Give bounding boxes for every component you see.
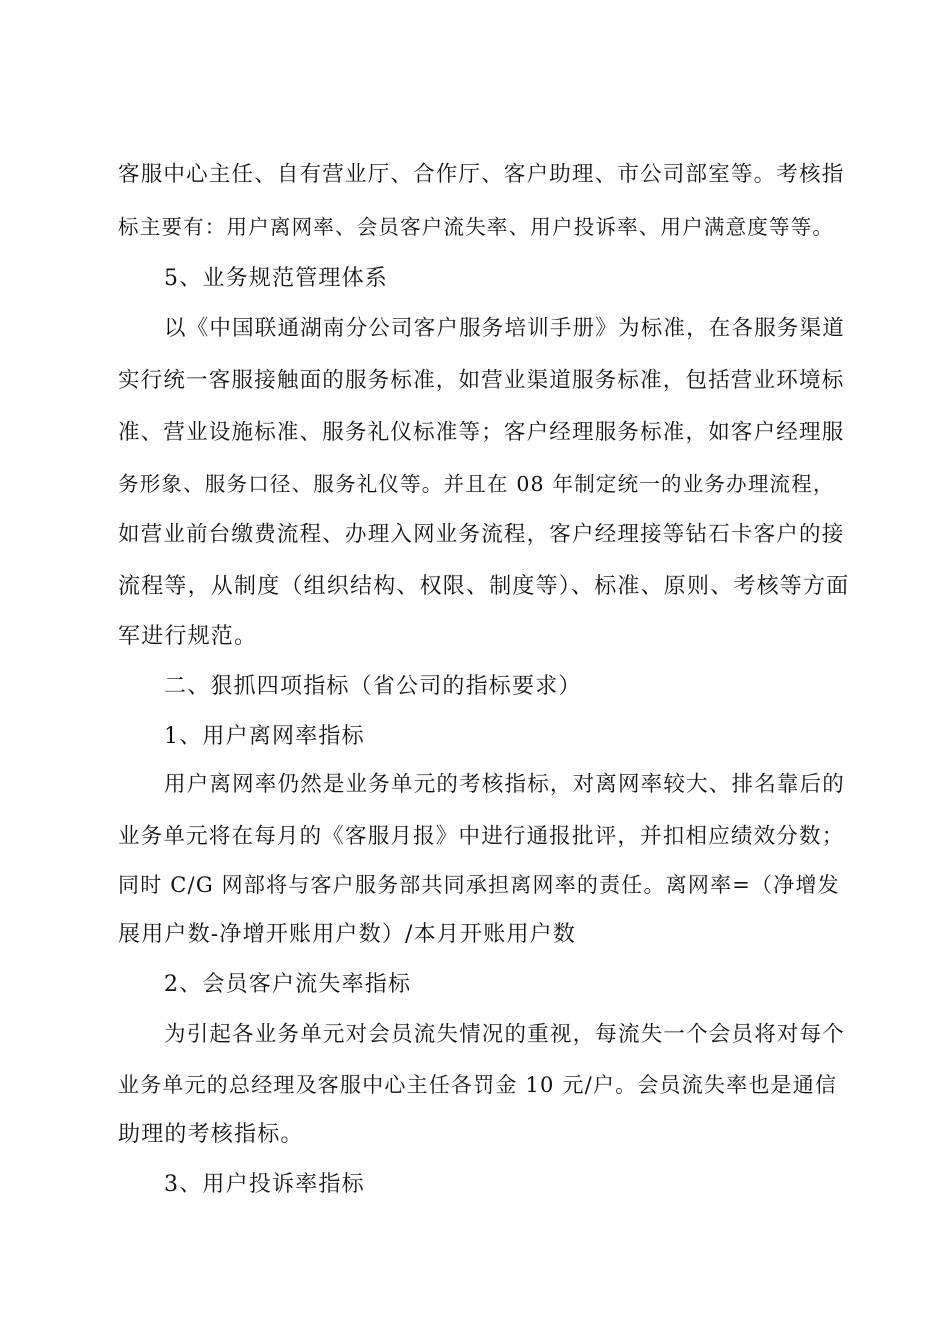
body-text-line: 为引起各业务单元对会员流失情况的重视，每流失一个会员将对每个 <box>164 1022 846 1047</box>
section-heading: 5、业务规范管理体系 <box>164 266 388 291</box>
body-text-line: 以《中国联通湖南分公司客户服务培训手册》为标准，在各服务渠道 <box>164 316 846 341</box>
body-text-line: 业务单元将在每月的《客服月报》中进行通报批评，并扣相应绩效分数； <box>118 824 845 849</box>
body-text-line: 标主要有：用户离网率、会员客户流失率、用户投诉率、用户满意度等等。 <box>118 215 835 239</box>
body-text-line: 助理的考核指标。 <box>118 1122 304 1147</box>
body-text-line: 军进行规范。 <box>118 624 258 649</box>
subsection-heading: 2、会员客户流失率指标 <box>164 972 412 997</box>
body-text-line: 用户离网率仍然是业务单元的考核指标，对离网率较大、排名靠后的 <box>164 772 846 797</box>
body-text-line: 展用户数-净增开账用户数）/本月开账用户数 <box>118 922 577 947</box>
body-text-line: 务形象、服务口径、服务礼仪等。并且在 08 年制定统一的业务办理流程， <box>118 472 835 496</box>
subsection-heading: 1、用户离网率指标 <box>164 724 365 749</box>
body-text-line: 同时 C/G 网部将与客户服务部共同承担离网率的责任。离网率=（净增发 <box>118 873 840 897</box>
body-text-line: 流程等，从制度（组织结构、权限、制度等）、标准、原则、考核等方面 <box>118 574 850 599</box>
body-text-line: 实行统一客服接触面的服务标准，如营业渠道服务标准，包括营业环境标 <box>118 368 845 393</box>
section-heading: 二、狠抓四项指标（省公司的指标要求） <box>164 674 582 699</box>
body-text-line: 如营业前台缴费流程、办理入网业务流程，客户经理接等钻石卡客户的接 <box>118 522 845 547</box>
body-text-line: 准、营业设施标准、服务礼仪标准等；客户经理服务标准，如客户经理服 <box>118 420 845 445</box>
body-text-line: 客服中心主任、自有营业厅、合作厅、客户助理、市公司部室等。考核指 <box>118 162 845 187</box>
subsection-heading: 3、用户投诉率指标 <box>164 1172 365 1197</box>
body-text-line: 业务单元的总经理及客服中心主任各罚金 10 元/户。会员流失率也是通信 <box>118 1073 838 1097</box>
